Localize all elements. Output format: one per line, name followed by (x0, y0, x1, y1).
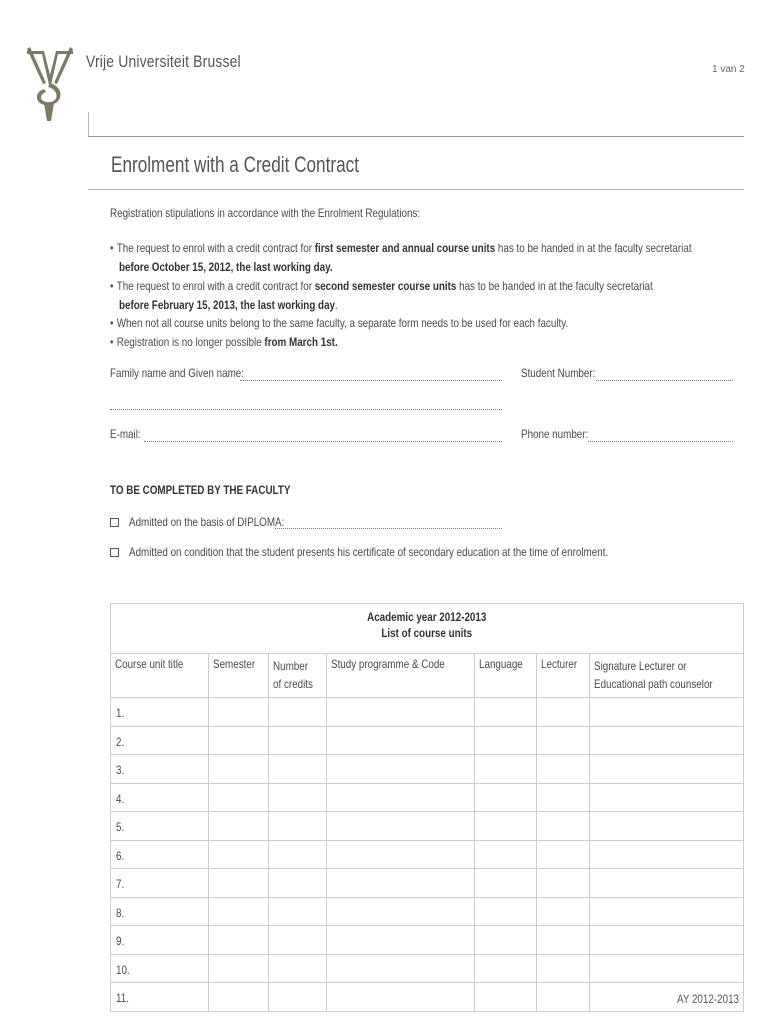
table-cell[interactable] (326, 954, 474, 983)
table-cell[interactable] (208, 726, 268, 755)
table-cell[interactable] (590, 897, 744, 926)
table-cell[interactable] (269, 812, 327, 841)
course-units-table (110, 603, 744, 1012)
header-divider-vertical (88, 112, 89, 137)
table-cell[interactable] (269, 869, 327, 898)
col-course-title: Course unit title (111, 654, 209, 698)
table-cell[interactable] (590, 869, 744, 898)
table-cell[interactable] (474, 869, 536, 898)
col-credits: Number of credits (269, 654, 327, 698)
email-input[interactable] (144, 441, 502, 442)
table-cell[interactable] (536, 783, 589, 812)
university-name: Vrije Universiteit Brussel (86, 52, 241, 71)
row-number[interactable]: 9. (111, 926, 209, 955)
table-cell[interactable] (474, 926, 536, 955)
bullet-4: • Registration is no longer possible from March 1st. (110, 335, 338, 349)
bullet-1-deadline: before October 15, 2012, the last working day. (119, 260, 333, 274)
table-row (111, 755, 744, 784)
table-cell[interactable] (536, 812, 589, 841)
table-cell[interactable] (590, 726, 744, 755)
title-divider (88, 189, 744, 190)
table-cell[interactable] (326, 783, 474, 812)
table-cell[interactable] (590, 783, 744, 812)
table-row (111, 954, 744, 983)
table-cell[interactable] (208, 840, 268, 869)
row-number[interactable]: 7. (111, 869, 209, 898)
table-cell[interactable] (474, 783, 536, 812)
table-cell[interactable] (474, 755, 536, 784)
checkbox-icon[interactable] (110, 518, 119, 527)
phone-input[interactable] (588, 441, 733, 442)
diploma-input[interactable] (275, 528, 502, 529)
table-cell[interactable] (474, 954, 536, 983)
row-number[interactable]: 8. (111, 897, 209, 926)
table-cell[interactable] (208, 954, 268, 983)
diploma-option-label: Admitted on the basis of DIPLOMA: (129, 515, 285, 529)
table-row (111, 869, 744, 898)
table-cell[interactable] (536, 983, 589, 1012)
table-cell[interactable] (269, 698, 327, 727)
faculty-heading: TO BE COMPLETED BY THE FACULTY (110, 483, 291, 497)
footer-academic-year: AY 2012-2013 (677, 992, 740, 1006)
row-number[interactable]: 3. (111, 755, 209, 784)
table-cell[interactable] (474, 812, 536, 841)
table-cell[interactable] (536, 726, 589, 755)
col-signature: Signature Lecturer or Educational path counselor (590, 654, 744, 698)
table-cell[interactable] (536, 926, 589, 955)
row-number[interactable]: 6. (111, 840, 209, 869)
table-cell[interactable] (536, 698, 589, 727)
table-cell[interactable] (474, 698, 536, 727)
table-cell[interactable] (269, 954, 327, 983)
row-number[interactable]: 1. (111, 698, 209, 727)
table-cell[interactable] (208, 926, 268, 955)
family-name-input[interactable] (240, 380, 502, 381)
table-cell[interactable] (536, 755, 589, 784)
table-cell[interactable] (326, 926, 474, 955)
table-cell[interactable] (269, 840, 327, 869)
table-row (111, 926, 744, 955)
table-cell[interactable] (536, 954, 589, 983)
col-programme: Study programme & Code (326, 654, 474, 698)
row-number[interactable]: 4. (111, 783, 209, 812)
table-cell[interactable] (326, 869, 474, 898)
bullet-2: • The request to enrol with a credit contract for second semester course units has to be handed in at the faculty secretariat (110, 279, 653, 293)
table-cell[interactable] (326, 840, 474, 869)
col-semester: Semester (208, 654, 268, 698)
student-number-label: Student Number: (521, 366, 596, 380)
student-number-input[interactable] (596, 380, 733, 381)
table-cell[interactable] (208, 698, 268, 727)
table-cell[interactable] (326, 726, 474, 755)
table-title-list: List of course units (381, 626, 473, 640)
table-row (111, 783, 744, 812)
row-number[interactable]: 10. (111, 954, 209, 983)
vub-logo-icon (24, 45, 76, 128)
table-cell[interactable] (269, 983, 327, 1012)
table-cell[interactable] (590, 698, 744, 727)
table-cell[interactable] (474, 726, 536, 755)
table-cell[interactable] (269, 726, 327, 755)
col-lecturer: Lecturer (536, 654, 589, 698)
table-row (111, 897, 744, 926)
table-cell[interactable] (269, 783, 327, 812)
checkbox-icon[interactable] (110, 548, 119, 557)
table-cell[interactable] (474, 983, 536, 1012)
table-row (111, 698, 744, 727)
table-cell[interactable] (536, 869, 589, 898)
table-cell[interactable] (536, 840, 589, 869)
conditional-option-label: Admitted on condition that the student presents his certificate of secondary education at the time of enrolment. (129, 545, 609, 559)
col-language: Language (474, 654, 536, 698)
table-cell[interactable] (208, 869, 268, 898)
table-cell[interactable] (269, 755, 327, 784)
table-row (111, 726, 744, 755)
bullet-1: • The request to enrol with a credit contract for first semester and annual course units has to be handed in at the faculty secretariat (110, 241, 692, 255)
table-row (111, 983, 744, 1012)
conditional-option[interactable] (110, 545, 713, 559)
family-name-input-line2[interactable] (110, 409, 502, 410)
table-title-year: Academic year 2012-2013 (367, 610, 487, 624)
table-cell[interactable] (326, 755, 474, 784)
table-cell[interactable] (208, 812, 268, 841)
header-divider (88, 136, 744, 137)
table-cell[interactable] (326, 812, 474, 841)
table-cell[interactable] (474, 897, 536, 926)
page-title: Enrolment with a Credit Contract (111, 152, 359, 177)
table-cell[interactable] (590, 755, 744, 784)
page-indicator: 1 van 2 (712, 64, 745, 75)
table-row (111, 812, 744, 841)
bullet-3: • When not all course units belong to the same faculty, a separate form needs to be used for each faculty. (110, 316, 569, 330)
diploma-option[interactable] (110, 515, 318, 529)
table-cell[interactable] (208, 783, 268, 812)
table-cell[interactable] (536, 897, 589, 926)
table-cell[interactable] (208, 983, 268, 1012)
table-cell[interactable] (590, 840, 744, 869)
row-number[interactable]: 11. (111, 983, 209, 1012)
table-cell[interactable] (269, 897, 327, 926)
row-number[interactable]: 5. (111, 812, 209, 841)
table-row (111, 840, 744, 869)
table-cell[interactable] (208, 755, 268, 784)
family-name-label: Family name and Given name: (110, 366, 244, 380)
intro-text: Registration stipulations in accordance with the Enrolment Regulations: (110, 206, 421, 220)
table-cell[interactable] (590, 926, 744, 955)
table-cell[interactable] (269, 926, 327, 955)
family-name-field[interactable] (110, 366, 273, 380)
table-title (111, 604, 744, 654)
table-cell[interactable] (326, 897, 474, 926)
table-cell[interactable] (208, 897, 268, 926)
table-cell[interactable] (590, 954, 744, 983)
bullet-2-deadline: before February 15, 2013, the last working day. (119, 298, 338, 312)
phone-label: Phone number: (521, 427, 589, 441)
table-cell[interactable] (590, 812, 744, 841)
table-cell[interactable] (474, 840, 536, 869)
table-cell[interactable] (326, 698, 474, 727)
email-label: E-mail: (110, 427, 141, 441)
table-cell[interactable] (326, 983, 474, 1012)
row-number[interactable]: 2. (111, 726, 209, 755)
